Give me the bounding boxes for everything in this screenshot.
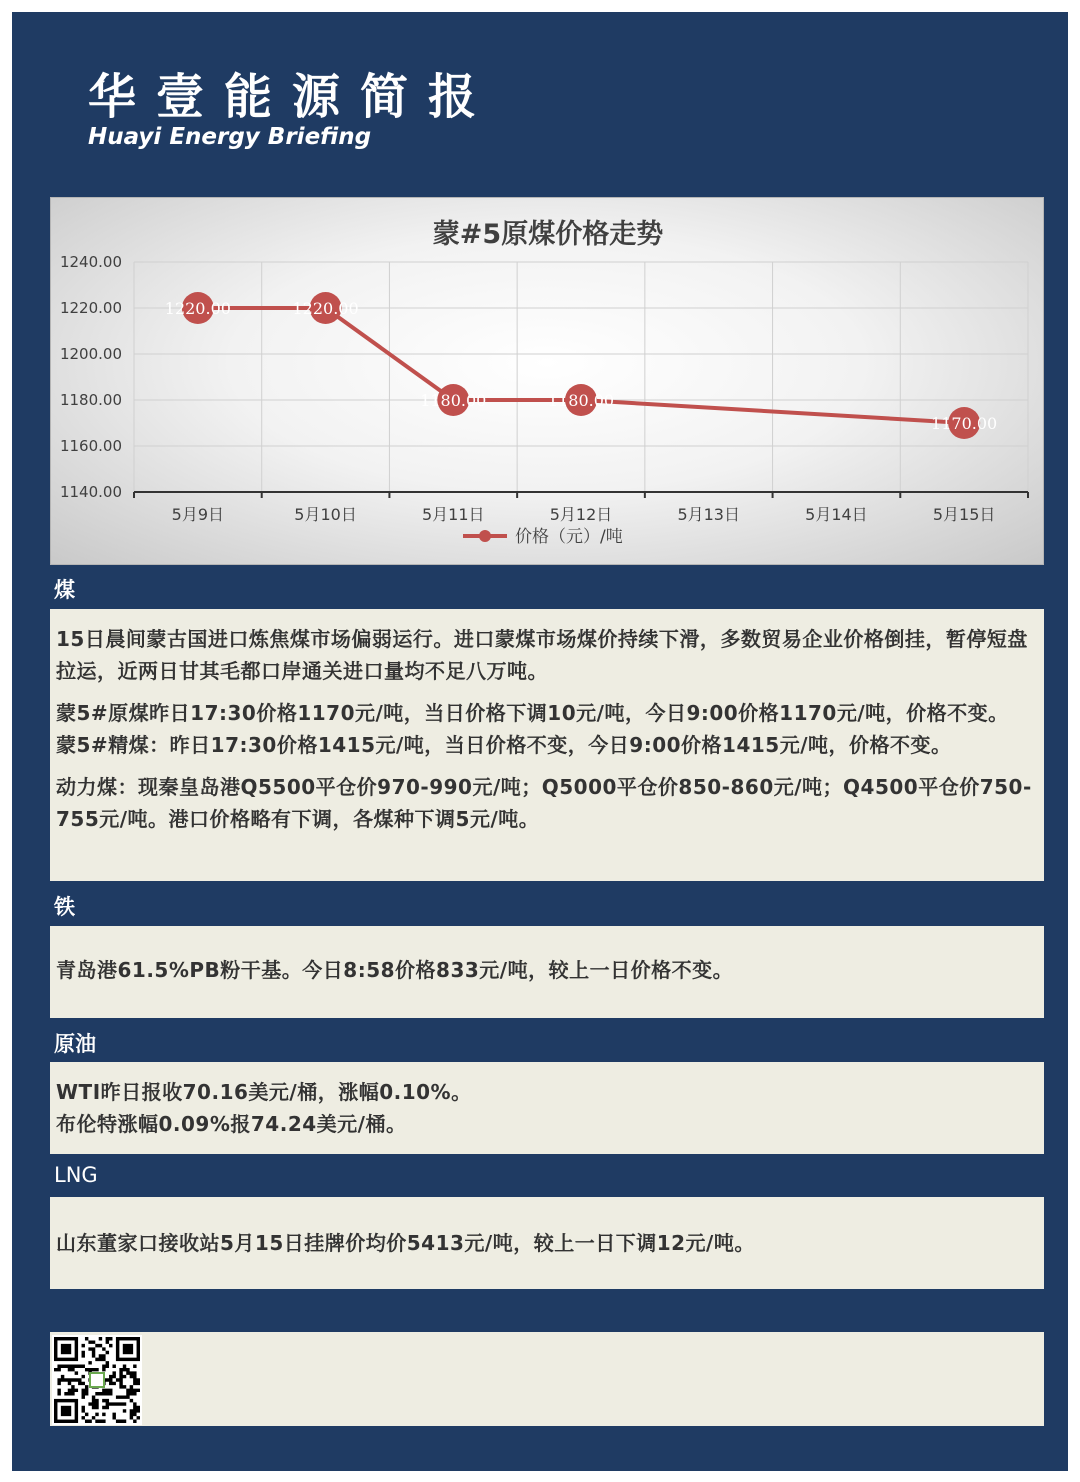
x-tick-label: 5月13日 bbox=[677, 505, 740, 524]
iron-paragraph: 青岛港61.5%PB粉干基。今日8:58价格833元/吨，较上一日价格不变。 bbox=[56, 958, 734, 982]
x-tick-label: 5月15日 bbox=[932, 505, 996, 524]
x-tick-label: 5月14日 bbox=[805, 505, 868, 524]
lng-paragraph: 山东董家口接收站5月15日挂牌价均价5413元/吨，较上一日下调12元/吨。 bbox=[56, 1231, 755, 1255]
y-tick-label: 1240.00 bbox=[59, 253, 122, 271]
x-tick-label: 5月12日 bbox=[549, 505, 613, 524]
coal-paragraph-washed: 蒙5#精煤：昨日17:30价格1415元/吨，当日价格不变，今日9:00价格1415元/吨，价格不变。 bbox=[56, 733, 952, 757]
data-label: 1220.00 bbox=[164, 299, 231, 318]
data-label: 1180.00 bbox=[420, 391, 487, 410]
coal-panel bbox=[50, 609, 1044, 881]
data-label: 1220.00 bbox=[292, 299, 359, 318]
legend-marker bbox=[479, 530, 491, 542]
data-label: 1180.00 bbox=[547, 391, 615, 410]
oil-paragraph-brent: 布伦特涨幅0.09%报74.24美元/桶。 bbox=[56, 1112, 407, 1136]
coal-paragraph-market: 15日晨间蒙古国进口炼焦煤市场偏弱运行。进口蒙煤市场煤价持续下滑，多数贸易企业价格倒挂，暂停短盘拉运，近两日甘其毛都口岸通关进口量均不足八万吨。 bbox=[56, 627, 1028, 683]
price-chart bbox=[50, 197, 1044, 565]
oil-panel bbox=[50, 1062, 1044, 1154]
price-chart-svg bbox=[51, 198, 1045, 566]
footer-panel bbox=[50, 1332, 1044, 1426]
section-label-lng: LNG bbox=[54, 1163, 98, 1187]
section-label-coal: 煤 bbox=[54, 578, 75, 602]
y-tick-label: 1160.00 bbox=[59, 437, 122, 455]
briefing-subtitle: Huayi Energy Briefing bbox=[88, 124, 372, 150]
chart-title: 蒙#5原煤价格走势 bbox=[432, 219, 664, 250]
section-label-iron: 铁 bbox=[54, 895, 75, 919]
coal-paragraph-raw: 蒙5#原煤昨日17:30价格1170元/吨，当日价格下调10元/吨，今日9:00价格1170元/吨，价格不变。 bbox=[56, 701, 1009, 725]
y-tick-label: 1180.00 bbox=[59, 391, 122, 409]
x-tick-label: 5月9日 bbox=[171, 505, 225, 524]
qr-code-icon bbox=[52, 1335, 142, 1425]
iron-panel bbox=[50, 926, 1044, 1018]
y-tick-label: 1220.00 bbox=[59, 299, 122, 317]
data-label: 1170.00 bbox=[931, 414, 998, 433]
legend-label: 价格（元）/吨 bbox=[515, 527, 623, 547]
briefing-title: 华壹能源简报 bbox=[88, 69, 497, 125]
x-tick-label: 5月11日 bbox=[422, 505, 485, 524]
y-tick-label: 1140.00 bbox=[59, 483, 122, 501]
coal-paragraph-thermal: 动力煤：现秦皇岛港Q5500平仓价970-990元/吨；Q5000平仓价850-860元/吨；Q4500平仓价750-755元/吨。港口价格略有下调，各煤种下调5元/吨。 bbox=[56, 775, 1032, 831]
lng-panel bbox=[50, 1197, 1044, 1289]
x-tick-label: 5月10日 bbox=[294, 505, 357, 524]
oil-paragraph-wti: WTI昨日报收70.16美元/桶，涨幅0.10%。 bbox=[56, 1080, 472, 1104]
section-label-oil: 原油 bbox=[54, 1032, 96, 1056]
y-tick-label: 1200.00 bbox=[59, 345, 122, 363]
